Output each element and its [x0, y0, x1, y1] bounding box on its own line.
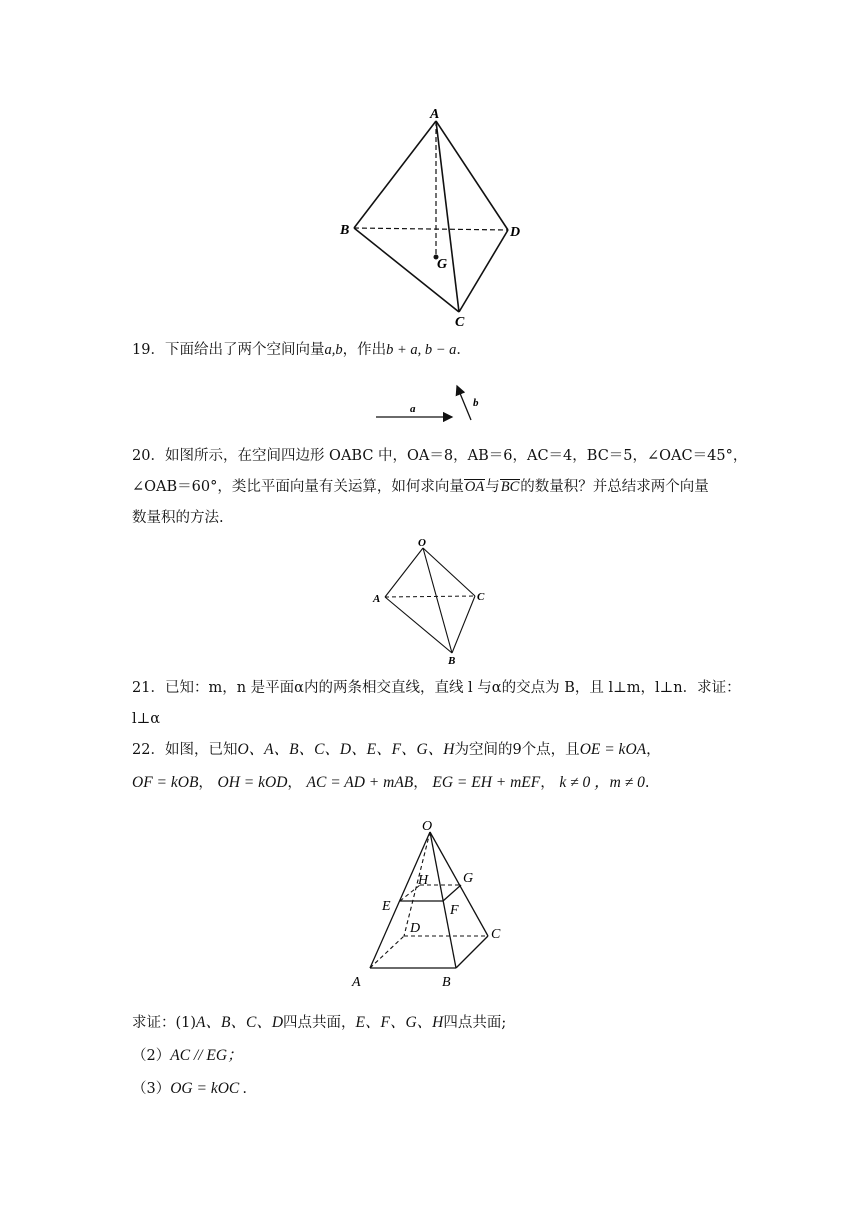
label-G: G — [463, 871, 474, 886]
vector-BC: BC — [500, 479, 520, 495]
equation-EG: EG = EH + mEF — [432, 774, 541, 791]
question-22-line-2: OF = kOB， OH = kOD， AC = AD + mAB， EG = EH + mEF， k ≠ 0 ，m ≠ 0. — [132, 774, 650, 791]
vector-pair: a,b — [324, 342, 343, 358]
label-A: A — [373, 593, 381, 605]
condition: k ≠ 0 ，m ≠ 0 — [559, 774, 645, 791]
equation-OF: OF = kOB — [132, 774, 199, 791]
question-22-prove-2: （2）AC // EG； — [132, 1047, 243, 1064]
question-22-prove-1: 求证：(1)A、B、C、D四点共面，E、F、G、H四点共面; — [132, 1014, 507, 1031]
equation-AC: AC = AD + mAB — [306, 774, 414, 791]
question-20-line-1: 20．如图所示，在空间四边形 OABC 中，OA＝8，AB＝6，AC＝4，BC＝5，∠OAC＝45°， — [132, 448, 748, 464]
vector-expression: b + a, b − a — [386, 342, 457, 358]
label-B: B — [442, 975, 451, 990]
equation-OE: OE = kOA — [579, 741, 647, 758]
figure-tetrahedron — [330, 100, 530, 330]
question-20-line-2: ∠OAB＝60°，类比平面向量有关运算，如何求向量OA与BC的数量积？并总结求两个向量 — [132, 479, 709, 495]
label-A: A — [430, 107, 440, 122]
label-B: B — [340, 223, 350, 238]
label-a: a — [410, 403, 416, 415]
label-C: C — [455, 315, 465, 330]
label-B: B — [448, 655, 456, 667]
label-C: C — [477, 591, 485, 603]
points-list: O、A、B、C、D、E、F、G、H — [237, 741, 455, 758]
label-D: D — [410, 921, 421, 936]
label-O: O — [418, 537, 426, 549]
label-H: H — [418, 873, 429, 888]
label-F: F — [450, 903, 459, 918]
label-G: G — [437, 257, 448, 272]
label-D: D — [510, 225, 521, 240]
question-20-line-3: 数量积的方法. — [132, 510, 224, 526]
figure-quadrilateral-OABC — [368, 534, 498, 670]
label-E: E — [382, 899, 391, 914]
figure-pyramid — [348, 812, 518, 994]
equation-OH: OH = kOD — [217, 774, 288, 791]
figure-vectors-ab — [370, 378, 500, 428]
question-21-line-2: l⊥α — [132, 711, 161, 727]
vector-OA: OA — [464, 479, 485, 495]
question-19: 19．下面给出了两个空间向量a,b，作出b + a, b − a． — [132, 342, 471, 358]
label-O: O — [422, 819, 433, 834]
question-22-prove-3: （3）OG = kOC . — [132, 1080, 247, 1097]
label-b: b — [473, 397, 479, 409]
question-21-line-1: 21．已知：m，n 是平面α内的两条相交直线，直线 l 与α的交点为 B，且 l⊥m，l⊥n．求证： — [132, 680, 741, 696]
label-C: C — [491, 927, 501, 942]
question-22-line-1: 22．如图，已知O、A、B、C、D、E、F、G、H为空间的9个点，且OE = kOA， — [132, 741, 661, 758]
label-A: A — [352, 975, 361, 990]
